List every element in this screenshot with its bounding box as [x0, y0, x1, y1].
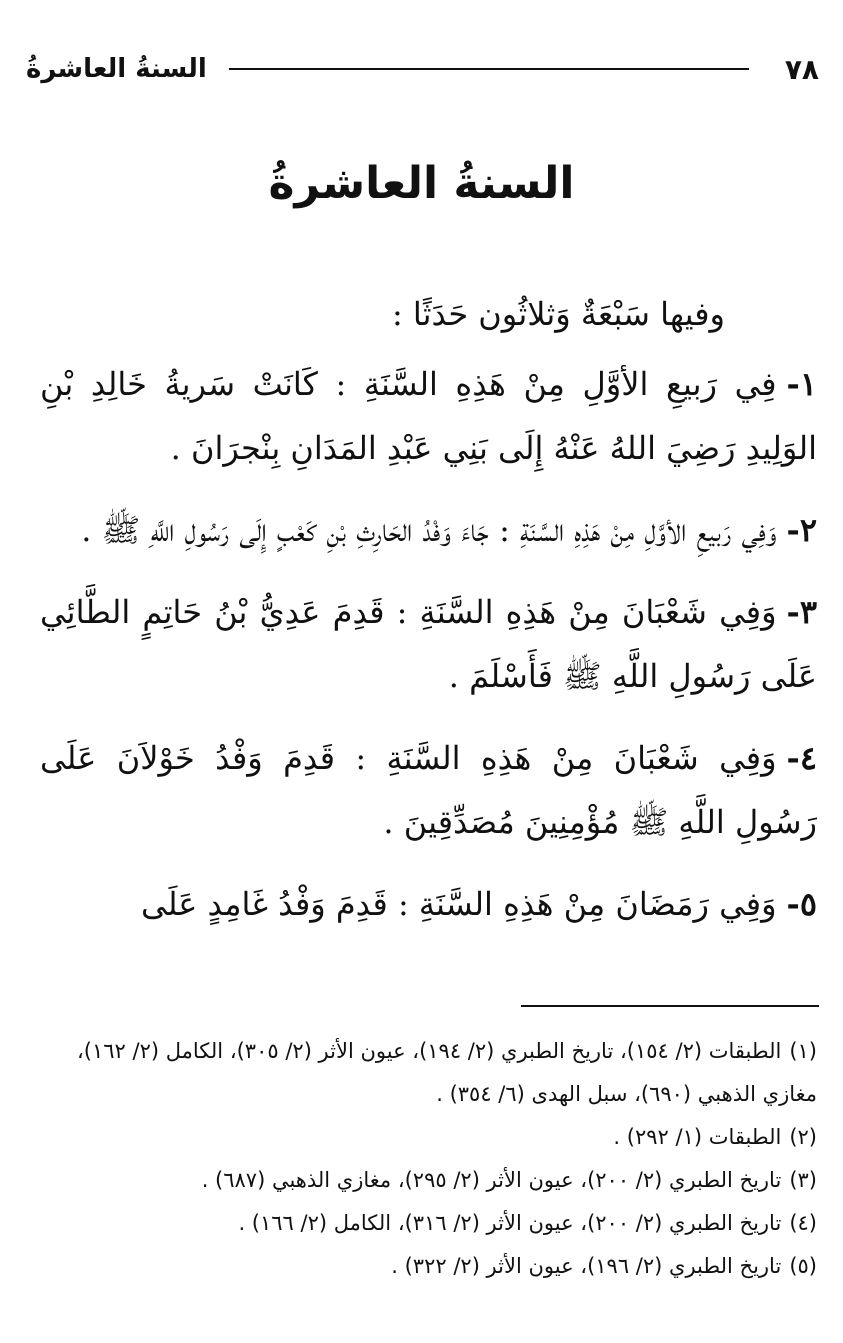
footnote — [36, 1159, 817, 1202]
event-number: ٣- — [786, 593, 817, 631]
event-number: ٥- — [786, 885, 817, 923]
footnote-marker: (٣) — [789, 1168, 817, 1192]
running-header — [26, 44, 819, 94]
event-text: وَفِي شَعْبَانَ مِنْ هَذِهِ السَّنَةِ : قَدِمَ وَفْدُ خَوْلاَنَ عَلَى رَسُولِ اللَّهِ ﷺ مُؤْمِنِينَ مُصَدِّقِينَ . — [40, 739, 817, 841]
event-paragraph — [40, 872, 817, 936]
running-title: السنةُ العاشرةُ — [26, 54, 207, 84]
event-text: فِي رَبيعِ الأوَّلِ مِنْ هَذِهِ السَّنَةِ : كَانَتْ سَريةُ خَالِدِ بْنِ الوَلِيدِ رَضِيَ اللهُ عَنْهُ إِلَى بَنِي عَبْدِ المَدَانِ بِنْجرَانَ . — [40, 365, 817, 467]
body-text — [40, 282, 817, 954]
footnote-marker: (٢) — [789, 1125, 817, 1149]
event-paragraph — [40, 580, 817, 708]
page-number: ٧٨ — [784, 52, 819, 86]
event-paragraph — [40, 352, 817, 480]
footnote-separator — [521, 1005, 819, 1007]
event-paragraph — [40, 726, 817, 854]
footnote-text: تاريخ الطبري (٢/ ٢٠٠)، عيون الأثر (٢/ ٣١٦)، الكامل (٢/ ١٦٦) . — [238, 1211, 782, 1235]
event-text: وَفِي رَبيعِ الأوَّلِ مِنْ هَذِهِ السَّنَةِ : جَاءَ وَفْدُ الحَارِثِ بْنِ كَعْبٍ إِلَى رَسُولِ اللَّهِ ﷺ . — [81, 511, 777, 549]
footnote-text: الطبقات (١/ ٢٩٢) . — [613, 1125, 782, 1149]
footnote-text: تاريخ الطبري (٢/ ١٩٦)، عيون الأثر (٢/ ٣٢٢) . — [391, 1254, 782, 1278]
event-paragraph — [40, 498, 817, 562]
footnotes — [36, 1030, 817, 1288]
chapter-title: السنةُ العاشرةُ — [268, 158, 575, 209]
footnote-marker: (١) — [789, 1039, 817, 1063]
footnote-marker: (٥) — [789, 1254, 817, 1278]
event-text: وَفِي شَعْبَانَ مِنْ هَذِهِ السَّنَةِ : قَدِمَ عَدِيُّ بْنُ حَاتِمٍ الطَّائِي عَلَى رَسُولِ اللَّهِ ﷺ فَأَسْلَمَ . — [40, 593, 817, 695]
event-text: وَفِي رَمَضَانَ مِنْ هَذِهِ السَّنَةِ : قَدِمَ وَفْدُ غَامِدٍ عَلَى — [141, 885, 777, 923]
footnote — [36, 1116, 817, 1159]
event-number: ١- — [786, 365, 817, 403]
event-number: ٢- — [786, 511, 817, 549]
footnote — [36, 1030, 817, 1116]
footnote-text: تاريخ الطبري (٢/ ٢٠٠)، عيون الأثر (٢/ ٢٩٥)، مغازي الذهبي (٦٨٧) . — [201, 1168, 782, 1192]
event-number: ٤- — [786, 739, 817, 777]
intro-paragraph: وفيها سَبْعَةٌ وَثلاثُون حَدَثًا : — [391, 295, 725, 333]
footnote — [36, 1202, 817, 1245]
header-rule — [229, 68, 749, 70]
footnote — [36, 1245, 817, 1288]
footnote-text: الطبقات (٢/ ١٥٤)، تاريخ الطبري (٢/ ١٩٤)، عيون الأثر (٢/ ٣٠٥)، الكامل (٢/ ١٦٢)، مغازي الذهبي (٦٩٠)، سبل الهدى (٦/ ٣٥٤) . — [77, 1039, 817, 1106]
footnote-marker: (٤) — [789, 1211, 817, 1235]
